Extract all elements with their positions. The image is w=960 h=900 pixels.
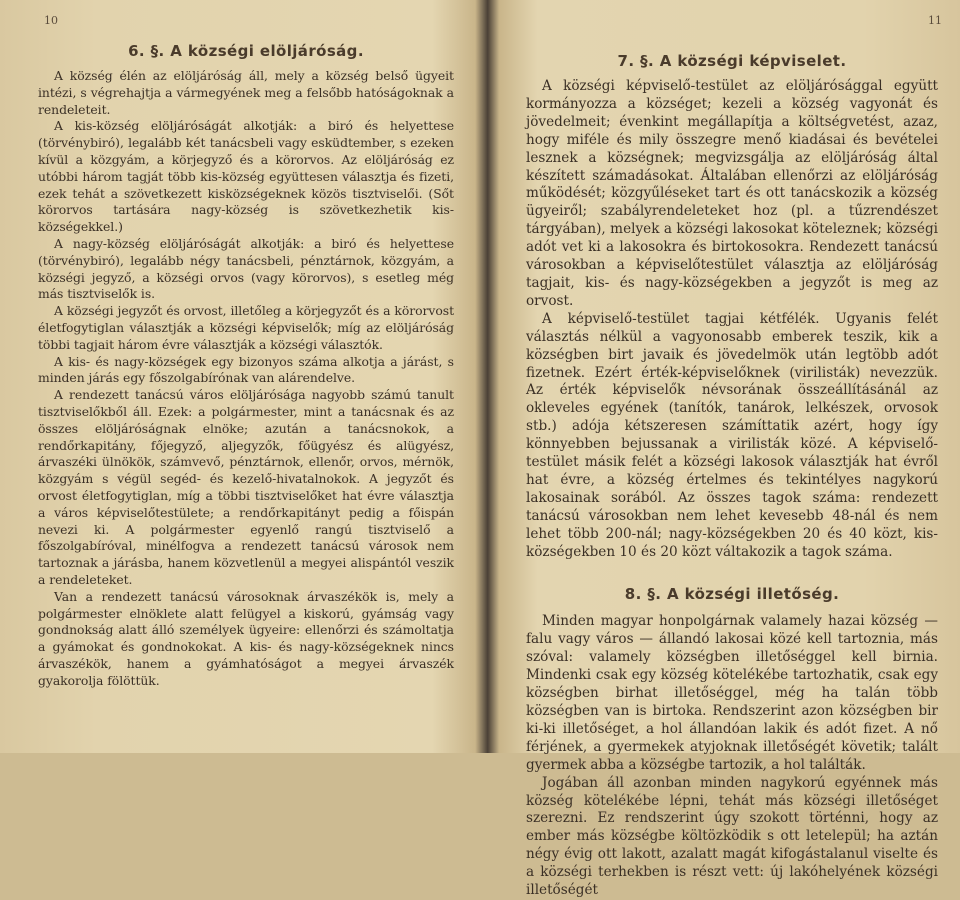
section-heading: 6. §. A községi elöljáróság.: [128, 42, 364, 60]
paragraph: A kis-község elöljáróságát alkotják: a biró és helyettese (törvénybiró), legalább két tanácsbeli vagy esküdtember, s ezeken kívül a közgyám, a körjegyző és a körorvos. Az elöljáróság ez utóbbi három tagját több kis-község együttesen választja és fizeti, ezek tehát a szövetkezett kisközségeknek közös tisztviselői. (Sőt körorvos tartására nagy-község is szövetkezhetik kis-községekkel.): [38, 118, 454, 235]
paragraph: A rendezett tanácsú város elöljárósága nagyobb számú tanult tisztviselőkből áll. Ezek: a polgármester, mint a tanácsnak és az összes elöljáróságnak elnöke; azután a tanácsnokok, a rendőrkapitány, főjegyző, aljegyzők, főügyész és alügyész, árvaszéki ülnökök, számvevő, pénztárnok, ellenőr, orvos, mérnök, közgyám s végül segéd- és kezelő-hivatalnokok. A jegyzőt és orvost életfogytiglan, míg a többi tisztviselőket hat évre választja a város képviselőtestülete; a rendőrkapitányt pedig a főispán nevezi ki. A polgármester egyenlő rangú tisztviselő a főszolgabíróval, minélfogva a rendezett tanácsú városok nem tartoznak a járásba, hanem közvetlenül a megyei alispántól veszik a rendeleteket.: [38, 387, 454, 587]
paragraph: A községi jegyzőt és orvost, illetőleg a körjegyzőt és a körorvost életfogytiglan választják a községi képviselők; míg az elöljáróság többi tagjait három évre választják a községi választók.: [38, 303, 454, 352]
paragraph: Jogában áll azonban minden nagykorú egyénnek más község kötelékébe lépni, tehát más községi illetőséget szerezni. Ez rendszerint úgy szokott történni, hogy az ember más községbe költözködik s ott letelepül; ha aztán négy évig ott lakott, azalatt magát kifogástalanul viselte és a községi terhekben is részt vett: új lakóhelyének községi illetőségét: [526, 774, 938, 899]
left-page: [0, 0, 488, 753]
paragraph: Van a rendezett tanácsú városoknak árvaszékök is, mely a polgármester elnöklete alatt felügyel a kiskorú, gyámság vagy gondnokság alatt álló személyek ügyeire: ellenőrzi és számoltatja a gyámokat és gondnokokat. A kis- és nagy-községeknek nincs árvaszékök, hanem a gyámhatóságot a megyei árvaszék gyakorolja fölöttük.: [38, 588, 454, 688]
section-heading: 7. §. A községi képviselet.: [617, 52, 847, 70]
paragraph: Minden magyar honpolgárnak valamely hazai község — falu vagy város — állandó lakosai közé kell tartoznia, más szóval: valamely községben illetőséggel kell birnia. Mindenki csak egy község kötelékébe tartozhatik, csak egy községben birhat illetőséggel, még ha talán több községben van is birtoka. Rendszerint azon községben bir ki-ki illetőséget, a hol állandóan lakik és adót fizet. A nő férjének, a gyermekek atyjoknak illetőségét követik; talált gyermek abba a községbe tartozik, a hol találták.: [526, 613, 938, 773]
page-number: 10: [44, 14, 58, 27]
right-page: [508, 0, 960, 899]
paragraph: A képviselő-testület tagjai kétfélék. Ugyanis felét választás nélkül a vagyonosabb emberek teszik, kik a községben birt javaik és jövedelmök után legtöbb adót fizetnek. Ezért érték-képviselőknek (virilisták) nevezzük. Az érték képviselők névsorának összeállításánál az okleveles egyének (tanítók, tanárok, lelkészek, orvosok stb.) adója kétszeresen számíttatik azért, hogy így könnyebben bejussanak a virilisták közé. A képviselő-testület másik felét a községi lakosok választják hat évről hat évre, a község értelmes és tekintélyes nagykorú lakosainak sorából. Az összes tagok száma: rendezett tanácsú városokban nem lehet kevesebb 48-nál és nem lehet több 200-nál; nagy-községekben 20 és 40 közt, kis-községekben 10 és 20 közt váltakozik a tagok száma.: [526, 310, 938, 560]
paragraph: A nagy-község elöljáróságát alkotják: a biró és helyettese (törvénybiró), legalább négy tanácsbeli, pénztárnok, közgyám, a községi jegyző, a községi orvos (vagy körorvos), s esetleg még más tisztviselők is.: [38, 235, 454, 302]
paragraph: A községi képviselő-testület az elöljárósággal együtt kormányozza a községet; kezeli a község vagyonát és jövedelmeit; évenkint megállapítja a költségvetést, azaz, hogy miféle és mily összegre menő kiadásai és bevételei lesznek a községnek; megvizsgálja az elöljáróság által készített számadásokat. Általában ellenőrzi az elöljáróság működését; közgyűléseket tart és ott tanácskozik a község ügyeiről; szabályrendeleteket hoz (pl. a tűzrendészet tárgyában), melyek a községi lakosokat köteleznek; községi adót vet ki a lakosokra és birtokosokra. Rendezett tanácsú városokban a képviselőtestület választja az elöljáróság tagjait, kis- és nagy-községekben a jegyzőt is meg az orvost.: [526, 78, 938, 309]
paragraph: A község élén az elöljáróság áll, mely a község belső ügyeit intézi, s végrehajtja a vármegyének meg a felsőbb hatóságoknak a rendeleteit.: [38, 68, 454, 117]
paragraph: A kis- és nagy-községek egy bizonyos száma alkotja a járást, s minden járás egy főszolgabírónak van alárendelve.: [38, 353, 454, 386]
page-number: 11: [928, 14, 942, 27]
section-heading: 8. §. A községi illetőség.: [624, 585, 840, 604]
